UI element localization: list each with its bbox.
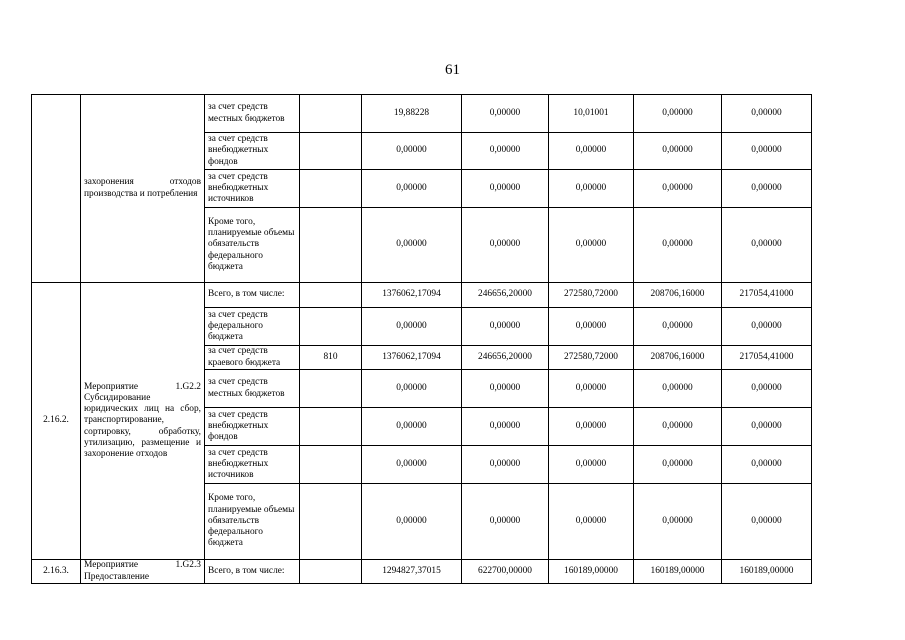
value-total: 0,00000 bbox=[362, 208, 462, 283]
code-cell bbox=[300, 446, 362, 484]
row-id-cell bbox=[32, 95, 81, 283]
value-total: 0,00000 bbox=[362, 170, 462, 208]
code-cell bbox=[300, 95, 362, 133]
value-year-2: 10,01001 bbox=[549, 95, 634, 133]
funding-source: за счет средств внебюджетных фондов bbox=[205, 408, 300, 446]
value-year-2: 0,00000 bbox=[549, 484, 634, 560]
value-year-3: 160189,00000 bbox=[634, 560, 722, 584]
value-year-2: 272580,72000 bbox=[549, 283, 634, 308]
table-row bbox=[32, 283, 812, 308]
value-year-3: 0,00000 bbox=[634, 370, 722, 408]
value-total: 0,00000 bbox=[362, 308, 462, 346]
value-year-2: 0,00000 bbox=[549, 308, 634, 346]
code-cell: 810 bbox=[300, 346, 362, 370]
code-cell bbox=[300, 484, 362, 560]
funding-source: за счет средств местных бюджетов bbox=[205, 370, 300, 408]
value-year-1: 246656,20000 bbox=[462, 283, 549, 308]
value-year-3: 0,00000 bbox=[634, 446, 722, 484]
value-total: 1376062,17094 bbox=[362, 283, 462, 308]
value-total: 19,88228 bbox=[362, 95, 462, 133]
value-year-4: 0,00000 bbox=[722, 208, 812, 283]
value-year-1: 0,00000 bbox=[462, 446, 549, 484]
code-cell bbox=[300, 208, 362, 283]
code-cell bbox=[300, 170, 362, 208]
value-year-2: 0,00000 bbox=[549, 170, 634, 208]
value-year-4: 0,00000 bbox=[722, 95, 812, 133]
value-total: 1376062,17094 bbox=[362, 346, 462, 370]
value-year-3: 0,00000 bbox=[634, 484, 722, 560]
funding-source: Кроме того, планируемые объемы обязательств федерального бюджета bbox=[205, 208, 300, 283]
value-year-2: 0,00000 bbox=[549, 408, 634, 446]
funding-source: Всего, в том числе: bbox=[205, 283, 300, 308]
funding-source: за счет средств местных бюджетов bbox=[205, 95, 300, 133]
value-year-2: 272580,72000 bbox=[549, 346, 634, 370]
value-year-2: 0,00000 bbox=[549, 370, 634, 408]
value-year-1: 0,00000 bbox=[462, 370, 549, 408]
table-row bbox=[32, 95, 812, 133]
code-cell bbox=[300, 408, 362, 446]
value-year-1: 0,00000 bbox=[462, 408, 549, 446]
funding-source: Всего, в том числе: bbox=[205, 560, 300, 584]
value-total: 1294827,37015 bbox=[362, 560, 462, 584]
value-year-1: 0,00000 bbox=[462, 208, 549, 283]
funding-source: Кроме того, планируемые объемы обязательств федерального бюджета bbox=[205, 484, 300, 560]
table-row bbox=[32, 560, 812, 584]
value-year-3: 208706,16000 bbox=[634, 346, 722, 370]
value-total: 0,00000 bbox=[362, 484, 462, 560]
value-total: 0,00000 bbox=[362, 133, 462, 170]
value-year-2: 0,00000 bbox=[549, 133, 634, 170]
value-year-4: 0,00000 bbox=[722, 446, 812, 484]
funding-source: за счет средств внебюджетных источников bbox=[205, 446, 300, 484]
value-year-3: 0,00000 bbox=[634, 408, 722, 446]
value-year-2: 0,00000 bbox=[549, 208, 634, 283]
measure-description: Мероприятие 1.G2.2 Субсидирование юридических лиц на сбор, транспортирование, сортировку, обработку, утилизацию, размещение и захоронение отходов bbox=[81, 283, 205, 560]
value-year-2: 0,00000 bbox=[549, 446, 634, 484]
value-year-1: 0,00000 bbox=[462, 95, 549, 133]
value-year-3: 0,00000 bbox=[634, 95, 722, 133]
funding-source: за счет средств федерального бюджета bbox=[205, 308, 300, 346]
value-total: 0,00000 bbox=[362, 446, 462, 484]
value-year-3: 0,00000 bbox=[634, 208, 722, 283]
page-number: 61 bbox=[445, 62, 460, 78]
measure-description: захоронения отходов производства и потребления bbox=[81, 95, 205, 283]
value-year-4: 0,00000 bbox=[722, 133, 812, 170]
value-year-1: 622700,00000 bbox=[462, 560, 549, 584]
value-year-4: 0,00000 bbox=[722, 370, 812, 408]
value-year-3: 0,00000 bbox=[634, 308, 722, 346]
value-total: 0,00000 bbox=[362, 370, 462, 408]
code-cell bbox=[300, 308, 362, 346]
value-year-4: 160189,00000 bbox=[722, 560, 812, 584]
value-year-1: 0,00000 bbox=[462, 308, 549, 346]
funding-source: за счет средств краевого бюджета bbox=[205, 346, 300, 370]
code-cell bbox=[300, 133, 362, 170]
code-cell bbox=[300, 370, 362, 408]
value-year-2: 160189,00000 bbox=[549, 560, 634, 584]
value-year-4: 0,00000 bbox=[722, 308, 812, 346]
funding-source: за счет средств внебюджетных фондов bbox=[205, 133, 300, 170]
value-year-1: 0,00000 bbox=[462, 484, 549, 560]
value-total: 0,00000 bbox=[362, 408, 462, 446]
row-id-cell: 2.16.3. bbox=[32, 560, 81, 584]
measure-description: Мероприятие 1.G2.3 Предоставление bbox=[81, 560, 205, 584]
code-cell bbox=[300, 283, 362, 308]
value-year-1: 0,00000 bbox=[462, 133, 549, 170]
value-year-3: 0,00000 bbox=[634, 133, 722, 170]
value-year-4: 217054,41000 bbox=[722, 283, 812, 308]
value-year-4: 0,00000 bbox=[722, 170, 812, 208]
value-year-4: 0,00000 bbox=[722, 408, 812, 446]
code-cell bbox=[300, 560, 362, 584]
row-id-cell: 2.16.2. bbox=[32, 283, 81, 560]
funding-source: за счет средств внебюджетных источников bbox=[205, 170, 300, 208]
value-year-3: 208706,16000 bbox=[634, 283, 722, 308]
value-year-4: 217054,41000 bbox=[722, 346, 812, 370]
value-year-1: 246656,20000 bbox=[462, 346, 549, 370]
value-year-3: 0,00000 bbox=[634, 170, 722, 208]
value-year-4: 0,00000 bbox=[722, 484, 812, 560]
budget-table bbox=[31, 94, 812, 584]
value-year-1: 0,00000 bbox=[462, 170, 549, 208]
